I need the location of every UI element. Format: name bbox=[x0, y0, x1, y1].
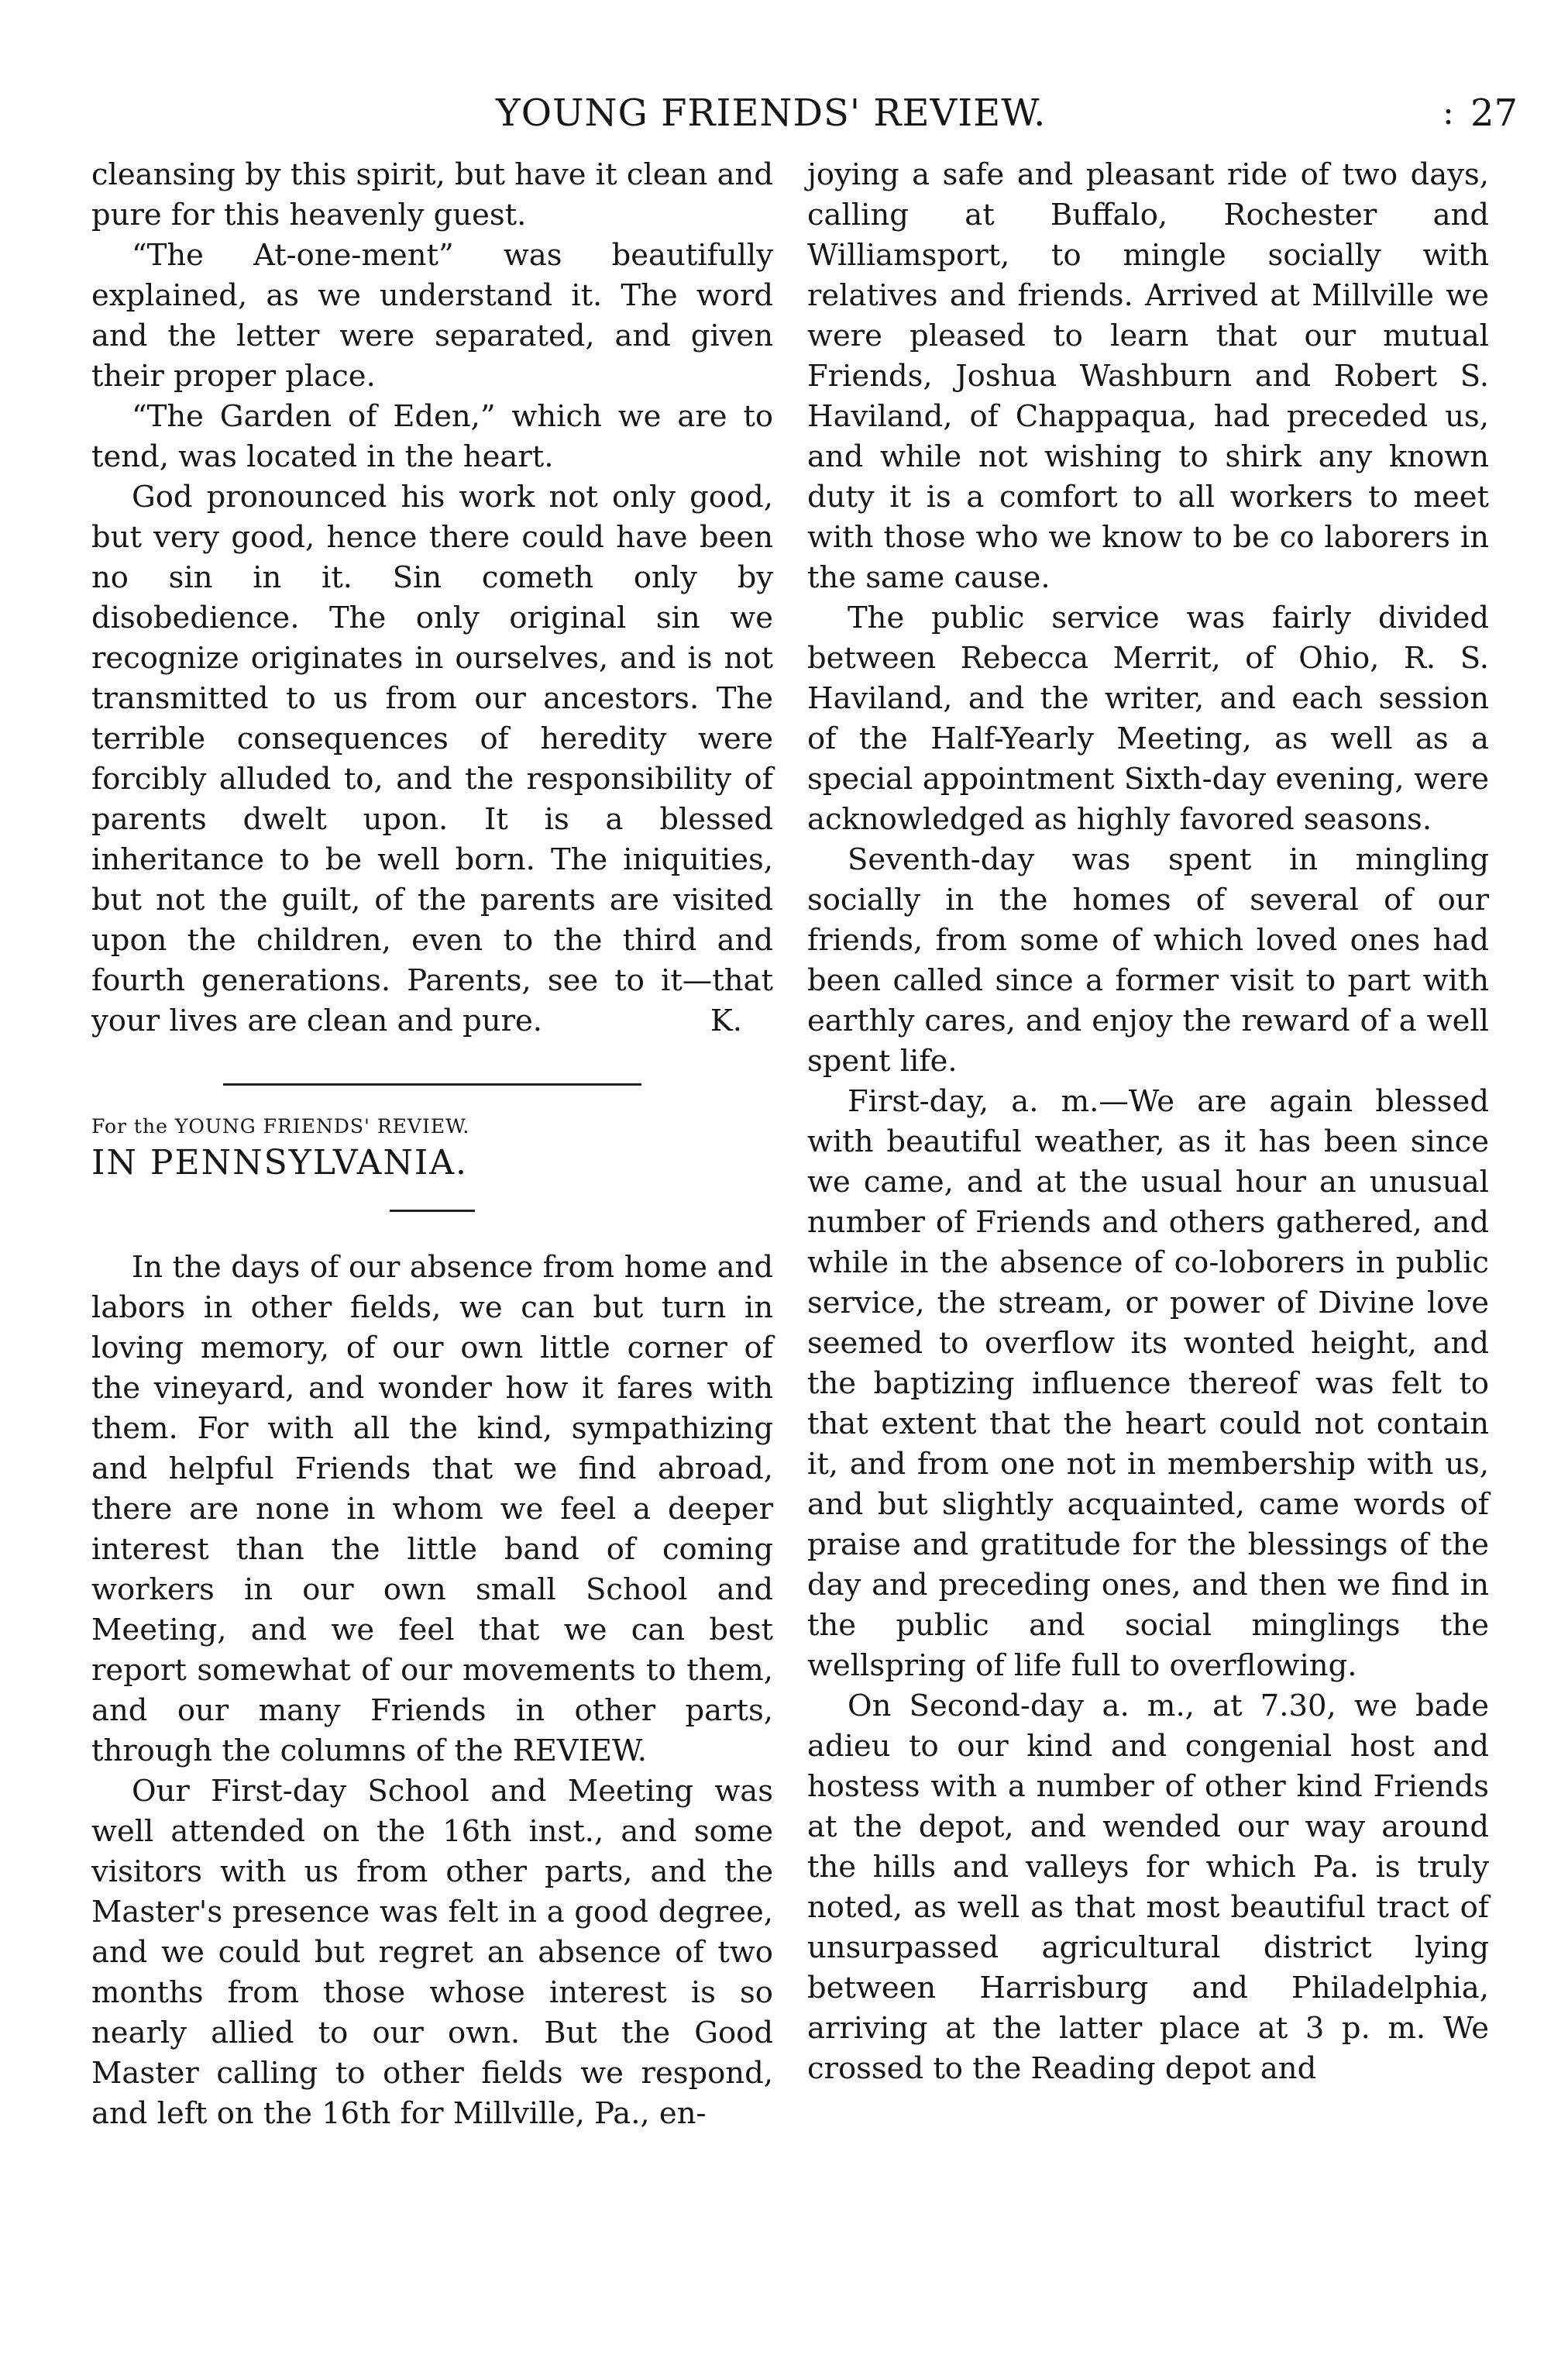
section-divider bbox=[223, 1083, 641, 1086]
paragraph: Our First-day School and Meeting was well attended on the 16th inst., and some visitors with us from other parts, and the Master's presence was felt in a good degree, and we could but regret an absence of two months from those whose interest is so nearly allied to our own. But the Good Master calling to other fields we respond, and left on the 16th for Millville, Pa., en- bbox=[91, 1774, 773, 2131]
paragraph: The public service was fairly divided between Rebecca Merrit, of Ohio, R. S. Haviland, and the writer, and each session of the Half-Yearly Meeting, as well as a special appointment Sixth-day evening, were acknowledged as highly favored seasons. bbox=[807, 601, 1489, 837]
paragraph: joying a safe and pleasant ride of two days, calling at Buffalo, Rochester and Williamsport, to mingle socially with relatives and friends. Arrived at Millville we were pleased to learn that our mutual Friends, Joshua Washburn and Robert S. Haviland, of Chappaqua, had preceded us, and while not wishing to shirk any known duty it is a comfort to all workers to meet with those who we know to be co laborers in the same cause. bbox=[807, 157, 1489, 595]
paragraph-text: God pronounced his work not only good, but very good, hence there could have been no sin in it. Sin cometh only by disobedience. The only original sin we recognize originates in ourselves, and is not transmitted to us from our ancestors. The terrible consequences of heredity were forcibly alluded to, and the responsibility of parents dwelt upon. It is a blessed inheritance to be well born. The iniquities, but not the guilt, of the parents are visited upon the children, even to the third and fourth generations. Parents, see to it—that your lives are clean and pure. bbox=[91, 480, 773, 1038]
paragraph: cleansing by this spirit, but have it clean and pure for this heavenly guest. bbox=[91, 157, 773, 232]
running-head-title: YOUNG FRIENDS' REVIEW. bbox=[496, 91, 1047, 135]
page-mark: : bbox=[1442, 93, 1454, 133]
paragraph: First-day, a. m.—We are again blessed with beautiful weather, as it has been since we came, and at the usual hour an unusual number of Friends and others gathered, and while in the absence of co-loborers in public service, the stream, or power of Divine love seemed to overflow its wonted height, and the baptizing influence thereof was felt to that extent that the heart could not contain it, and from one not in membership with us, and but slightly acquainted, came words of praise and gratitude for the blessings of the day and preceding ones, and then we find in the public and social minglings the wellspring of life full to overflowing. bbox=[807, 1084, 1489, 1683]
paragraph: “The At-one-ment” was beautifully explained, as we understand it. The word and the letter were separated, and given their proper place. bbox=[91, 238, 773, 394]
page-number: 27 bbox=[1470, 91, 1518, 135]
title-rule bbox=[390, 1210, 475, 1212]
paragraph bbox=[91, 477, 773, 1041]
paragraph: In the days of our absence from home and labors in other fields, we can but turn in loving memory, of our own little corner of the vineyard, and wonder how it fares with them. For with all the kind, sympathizing and helpful Friends that we find abroad, there are none in whom we feel a deeper interest than the little band of coming workers in our own small School and Meeting, and we feel that we can best report somewhat of our movements to them, and our many Friends in other parts, through the columns of the REVIEW. bbox=[91, 1250, 773, 1768]
paragraph: On Second-day a. m., at 7.30, we bade adieu to our kind and congenial host and hostess with a number of other kind Friends at the depot, and wended our way around the hills and valleys for which Pa. is truly noted, as well as that most beautiful tract of unsurpassed agricultural district lying between Harrisburg and Philadelphia, arriving at the latter place at 3 p. m. We crossed to the Reading depot and bbox=[807, 1689, 1489, 2086]
right-column bbox=[807, 155, 1489, 2089]
paragraph: “The Garden of Eden,” which we are to tend, was located in the heart. bbox=[91, 399, 773, 474]
left-column bbox=[91, 155, 773, 2134]
article-title: IN PENNSYLVANIA. bbox=[91, 1143, 468, 1182]
author-signature: K. bbox=[710, 1003, 742, 1038]
paragraph: Seventh-day was spent in mingling socially in the homes of several of our friends, from some of which loved ones had been called since a former visit to part with earthly cares, and enjoy the reward of a well spent life. bbox=[807, 842, 1489, 1079]
article-kicker: For the YOUNG FRIENDS' REVIEW. bbox=[91, 1115, 470, 1138]
